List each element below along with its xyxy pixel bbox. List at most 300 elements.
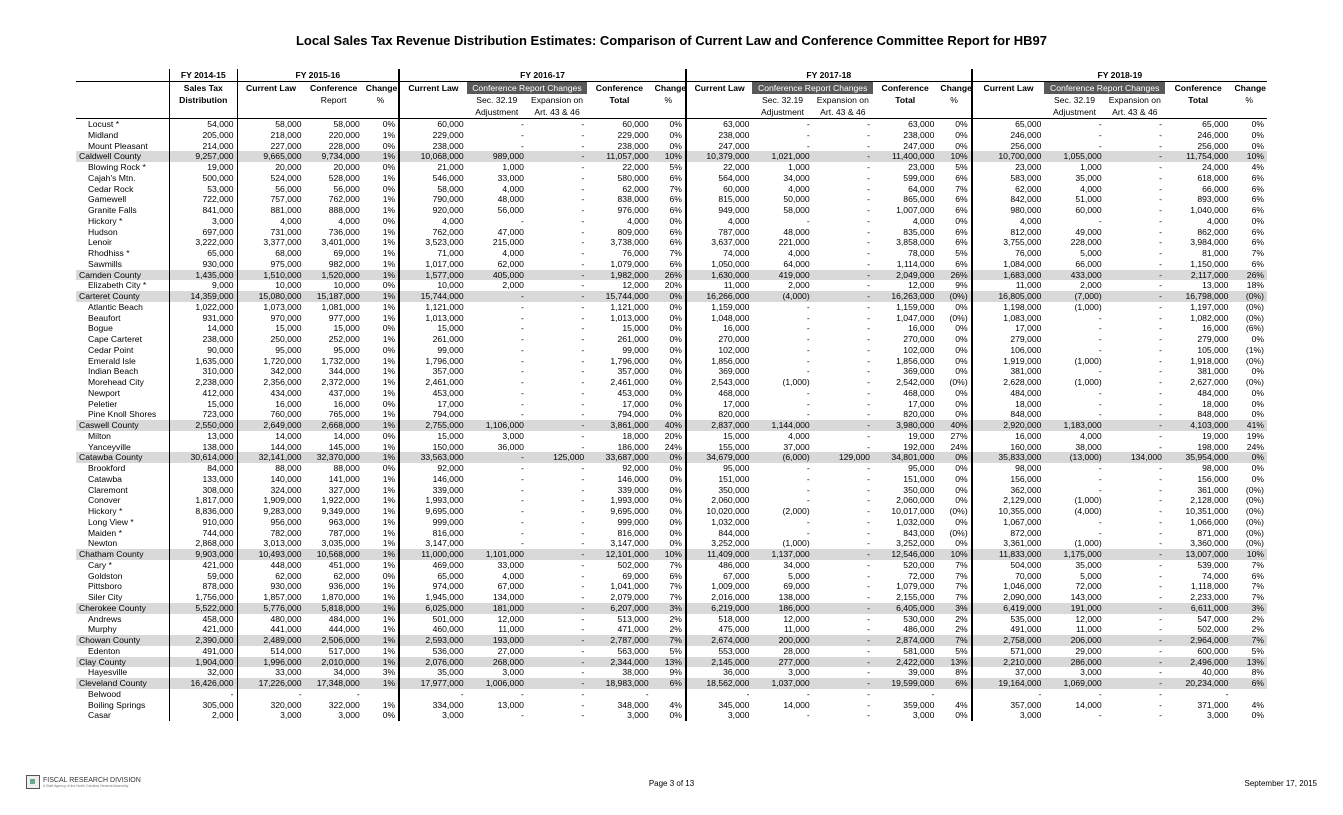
table-cell: 38,000 [1075, 441, 1102, 452]
table-cell: 8% [955, 667, 968, 678]
table-cell: 412,000 [170, 388, 238, 399]
table-cell: 2,010,000 [305, 657, 363, 668]
table-cell: 433,000 [1044, 270, 1104, 281]
table-cell: 68,000 [237, 248, 305, 259]
table-cell: 6% [955, 194, 968, 205]
table-cell: - [581, 484, 585, 495]
table-cell: 0% [669, 710, 682, 721]
table-cell: 0% [669, 527, 682, 538]
table-cell: 206,000 [1044, 635, 1104, 646]
table-cell: 2,543,000 [686, 377, 753, 388]
table-cell: - [581, 398, 585, 409]
table-cell: 247,000 [686, 141, 753, 152]
table-cell: 76,000 [622, 248, 649, 258]
table-cell: 261,000 [399, 334, 467, 345]
table-cell: 1% [363, 291, 399, 302]
row-name: Peletier [88, 398, 118, 409]
table-cell: 1,073,000 [237, 302, 305, 313]
row-name: Chowan County [76, 635, 170, 646]
row-name: Hudson [88, 226, 118, 237]
table-cell: 2% [955, 613, 968, 624]
table-cell: 2,000 [502, 280, 524, 291]
table-cell: 1,918,000 [1190, 355, 1229, 366]
table-cell: 66,000 [1202, 183, 1229, 194]
logo-org-name: FISCAL RESEARCH DIVISION [43, 776, 141, 784]
table-cell: 1,040,000 [1190, 205, 1229, 215]
table-cell: 6,419,000 [972, 603, 1045, 614]
table-cell: - [527, 270, 587, 281]
table-cell: - [867, 527, 870, 538]
table-cell: 1,144,000 [752, 420, 812, 431]
table-cell: 12,000 [1075, 613, 1102, 624]
table-cell: 0% [1251, 119, 1264, 129]
table-cell: 6% [1251, 237, 1264, 248]
table-cell: (1,000) [782, 377, 810, 387]
header-expansion: Expansion on [816, 95, 869, 105]
municipality-row [76, 280, 1267, 291]
table-cell: 3,252,000 [686, 538, 753, 549]
table-cell: 453,000 [399, 388, 467, 399]
row-name: Long View * [88, 516, 134, 527]
page-number: Page 3 of 13 [648, 779, 695, 788]
table-cell: 6% [669, 258, 682, 269]
table-cell: - [867, 248, 870, 258]
table-cell: 4% [669, 699, 682, 710]
table-cell: 4,000 [237, 216, 305, 227]
table-cell: 1,982,000 [587, 270, 651, 281]
table-cell: 4% [1251, 162, 1264, 172]
table-cell: 3,000 [399, 710, 467, 721]
table-cell: - [813, 151, 873, 162]
table-cell: 1,796,000 [399, 356, 467, 367]
table-cell: 2,593,000 [399, 635, 467, 646]
table-cell: - [1098, 119, 1102, 129]
table-cell: - [1098, 334, 1102, 344]
table-cell: - [237, 689, 305, 700]
table-cell: - [1159, 506, 1162, 516]
table-cell: 92,000 [622, 463, 649, 473]
table-cell: - [521, 301, 524, 312]
header-expansion: Expansion on [1108, 95, 1161, 105]
table-cell: 1,159,000 [686, 302, 753, 313]
table-cell: 7% [937, 635, 971, 646]
table-cell: 305,000 [170, 700, 238, 711]
table-cell: 9,695,000 [610, 506, 649, 516]
table-cell: 3,222,000 [170, 237, 238, 248]
table-cell: 2,060,000 [686, 495, 753, 506]
table-cell: 1% [382, 538, 396, 549]
table-cell: 2,461,000 [610, 377, 649, 387]
table-cell: 10,068,000 [399, 151, 467, 162]
table-cell: 1,756,000 [170, 592, 238, 603]
table-cell: 6% [1251, 183, 1264, 194]
table-cell: 65,000 [1202, 119, 1229, 129]
table-cell: 974,000 [399, 581, 467, 592]
header-adjustment: Adjustment [467, 106, 527, 119]
table-cell: 2,079,000 [610, 592, 649, 602]
table-cell: 15,000 [622, 323, 649, 334]
table-cell: - [867, 226, 870, 237]
table-cell: 1,198,000 [972, 302, 1045, 313]
header-fy1819: FY 2018-19 [972, 69, 1267, 82]
table-cell: 1,000 [502, 162, 524, 172]
header-conf-changes: Conference Report Changes [1044, 82, 1165, 95]
table-cell: 4% [1251, 699, 1264, 710]
table-cell: - [581, 162, 585, 172]
table-cell: 486,000 [903, 624, 935, 635]
header-total: Total [1188, 95, 1209, 105]
table-cell: - [806, 355, 810, 366]
table-cell: 3,377,000 [237, 237, 305, 248]
table-cell: - [527, 635, 587, 646]
table-cell: - [581, 248, 585, 258]
table-cell: 286,000 [1044, 657, 1104, 668]
table-cell: 5,818,000 [305, 603, 363, 614]
table-cell: 74,000 [1202, 570, 1229, 581]
table-cell: 1,732,000 [321, 355, 360, 366]
table-cell: 1% [382, 613, 396, 624]
table-cell: 3,147,000 [399, 538, 467, 549]
table-cell: - [581, 495, 585, 506]
table-cell: - [972, 689, 1045, 700]
table-cell: 14,000 [333, 430, 360, 441]
table-cell: 33,000 [497, 172, 524, 183]
table-cell: 5% [669, 645, 682, 656]
header-report: Report [320, 95, 347, 105]
table-cell: 56,000 [333, 183, 360, 194]
municipality-row [76, 345, 1267, 356]
table-cell: 4,000 [686, 216, 753, 227]
table-cell: 238,000 [399, 141, 467, 152]
table-cell: - [581, 473, 585, 484]
table-cell: 0% [1251, 463, 1264, 473]
table-cell: 520,000 [903, 559, 935, 570]
table-cell: 744,000 [170, 528, 238, 539]
table-cell: 1,037,000 [752, 678, 812, 689]
table-cell: 843,000 [903, 527, 935, 538]
row-name: Edenton [88, 645, 121, 656]
table-cell: 1% [382, 355, 396, 366]
table-cell: 0% [669, 516, 682, 527]
table-cell: 4,000 [502, 183, 524, 194]
table-cell: 32,141,000 [237, 452, 305, 463]
table-cell: 8,836,000 [170, 506, 238, 517]
table-cell: 760,000 [237, 409, 305, 420]
table-cell: 1,069,000 [1044, 678, 1104, 689]
table-cell: 3,401,000 [321, 237, 360, 248]
table-cell: 782,000 [237, 528, 305, 539]
table-cell: (0%) [949, 377, 968, 387]
table-cell: 9% [955, 280, 968, 291]
table-cell: 0% [669, 366, 682, 377]
table-cell: 3% [937, 603, 971, 614]
table-cell: 893,000 [1197, 194, 1229, 205]
table-cell: 1,520,000 [305, 270, 363, 281]
table-cell: 3,000 [686, 710, 753, 721]
table-cell: 67,000 [497, 581, 524, 592]
table-cell: 23,000 [908, 162, 935, 172]
table-cell: - [867, 409, 870, 420]
table-cell: 6,207,000 [587, 603, 651, 614]
table-cell: 150,000 [399, 442, 467, 453]
table-cell: 0% [1251, 387, 1264, 398]
table-cell: - [581, 355, 585, 366]
table-cell: 815,000 [686, 194, 753, 205]
table-cell: 35,000 [1075, 559, 1102, 570]
municipality-row [76, 323, 1267, 334]
table-cell: 1,022,000 [170, 302, 238, 313]
table-cell: 362,000 [972, 485, 1045, 496]
table-cell: 3,637,000 [686, 237, 753, 248]
table-cell: 6% [669, 226, 682, 237]
table-cell: 4,000 [788, 183, 810, 194]
table-cell: - [1159, 248, 1162, 258]
municipality-row [76, 538, 1267, 549]
table-cell: 0% [955, 129, 968, 140]
table-cell: 125,000 [527, 452, 587, 463]
municipality-row [76, 409, 1267, 420]
table-cell: - [1098, 484, 1102, 495]
table-cell: - [867, 710, 870, 721]
table-cell: 535,000 [972, 614, 1045, 625]
table-cell: - [867, 484, 870, 495]
table-cell: 60,000 [686, 184, 753, 195]
table-cell: 1,082,000 [1190, 312, 1229, 323]
table-cell: - [356, 688, 360, 699]
table-cell: 250,000 [237, 334, 305, 345]
table-cell: 19,164,000 [972, 678, 1045, 689]
table-cell: 62,000 [333, 570, 360, 581]
table-cell: - [1159, 581, 1162, 592]
table-cell: 0% [955, 215, 968, 226]
table-cell: 15,744,000 [399, 291, 467, 302]
table-cell: 6% [1251, 194, 1264, 205]
table-cell: 1,047,000 [896, 312, 935, 323]
table-cell: 344,000 [328, 366, 360, 377]
table-cell: 6% [1251, 226, 1264, 237]
table-cell: 6% [669, 237, 682, 248]
table-cell: - [867, 463, 870, 473]
table-cell: 2,090,000 [972, 592, 1045, 603]
table-cell: 10% [937, 151, 971, 162]
table-cell: - [521, 398, 524, 409]
header-sales-tax: Sales Tax [170, 82, 238, 95]
row-name: Newton [88, 538, 118, 549]
municipality-row [76, 259, 1267, 270]
table-cell: 58,000 [399, 184, 467, 195]
table-cell: 32,000 [170, 667, 238, 678]
header-art: Art. 43 & 46 [1105, 106, 1165, 119]
table-cell: 37,000 [972, 667, 1045, 678]
table-cell: - [1098, 463, 1102, 473]
table-cell: - [867, 613, 870, 624]
table-cell: - [867, 645, 870, 656]
table-cell: 787,000 [686, 227, 753, 238]
table-cell: - [1159, 334, 1162, 344]
municipality-row [76, 119, 1267, 130]
table-cell: 6% [955, 172, 968, 183]
table-cell: 0% [382, 162, 396, 172]
table-cell: 1% [382, 624, 396, 635]
table-cell: (4,000) [752, 291, 812, 302]
table-cell: 41% [1231, 420, 1267, 431]
table-cell: 17,000 [686, 399, 753, 410]
row-name: Mount Pleasant [88, 140, 148, 151]
table-cell: - [1159, 215, 1162, 226]
table-cell: 1% [382, 506, 396, 516]
table-cell: 37,000 [783, 441, 810, 452]
table-cell: - [581, 570, 585, 581]
table-cell: 67,000 [686, 571, 753, 582]
row-name: Hayesville [88, 667, 128, 678]
table-cell: 17,000 [908, 398, 935, 409]
table-cell: (4,000) [1074, 506, 1102, 516]
table-cell: 327,000 [328, 484, 360, 495]
row-name: Blowing Rock * [88, 162, 146, 172]
table-cell: 65,000 [972, 119, 1045, 130]
table-cell: 0% [669, 387, 682, 398]
table-cell: 3,361,000 [972, 538, 1045, 549]
table-cell: 0% [669, 344, 682, 355]
table-cell: 2,372,000 [321, 377, 360, 387]
table-cell: 564,000 [686, 173, 753, 184]
table-cell: 7% [955, 183, 968, 194]
table-cell: (1,000) [1074, 301, 1102, 312]
table-cell: 553,000 [686, 646, 753, 657]
header-adjustment: Adjustment [1044, 106, 1104, 119]
page-title: Local Sales Tax Revenue Distribution Estimates: Comparison of Current Law and Conference Committee Report for HB97 [295, 33, 1048, 48]
table-cell: - [867, 280, 870, 291]
header-change: Change [940, 83, 972, 93]
row-name: Milton [88, 430, 111, 441]
table-cell: 2,356,000 [237, 377, 305, 388]
table-cell: 4,000 [338, 215, 360, 226]
table-cell: 2% [1251, 624, 1264, 635]
table-cell: - [581, 226, 585, 237]
table-cell: 4% [955, 699, 968, 710]
table-cell: 9,257,000 [170, 151, 238, 162]
table-cell: 10,020,000 [686, 506, 753, 517]
table-cell: (0%) [1245, 355, 1264, 366]
municipality-row [76, 463, 1267, 474]
header-adjustment: Adjustment [752, 106, 812, 119]
table-cell: - [581, 280, 585, 291]
county-row [76, 603, 1267, 614]
table-cell: 88,000 [333, 463, 360, 473]
table-cell: 486,000 [686, 560, 753, 571]
table-cell: 11,754,000 [1165, 151, 1232, 162]
table-cell: 3,755,000 [972, 237, 1045, 248]
table-cell: 105,000 [1197, 344, 1229, 355]
table-cell: 1% [363, 151, 399, 162]
table-cell: 920,000 [399, 205, 467, 216]
header-total: Total [609, 95, 630, 105]
table-cell: 0% [955, 301, 968, 312]
header-art: Art. 43 & 46 [813, 106, 873, 119]
table-cell: 10% [937, 549, 971, 560]
table-cell: 40% [937, 420, 971, 431]
table-cell: - [1159, 570, 1162, 581]
table-cell: 1,904,000 [170, 657, 238, 668]
table-cell: (1,000) [782, 538, 810, 549]
table-cell: 256,000 [1197, 140, 1229, 151]
row-name: Pittsboro [88, 581, 122, 592]
table-cell: 812,000 [972, 227, 1045, 238]
table-cell: - [806, 484, 810, 495]
table-cell: (0%) [949, 527, 968, 538]
table-cell: - [1105, 291, 1165, 302]
table-cell: 842,000 [972, 194, 1045, 205]
table-cell: 65,000 [170, 248, 238, 259]
table-cell: 1,121,000 [610, 301, 649, 312]
table-cell: 102,000 [686, 345, 753, 356]
table-cell: - [806, 366, 810, 377]
table-cell: 2,496,000 [1165, 657, 1232, 668]
table-cell: 18,000 [972, 399, 1045, 410]
table-cell: 69,000 [333, 248, 360, 258]
municipality-row [76, 485, 1267, 496]
table-cell: - [806, 527, 810, 538]
municipality-row [76, 216, 1267, 227]
table-cell: 862,000 [1197, 226, 1229, 237]
table-cell: 49,000 [1075, 226, 1102, 237]
table-cell: 58,000 [333, 119, 360, 129]
table-cell: 2,542,000 [896, 377, 935, 387]
table-cell: 0% [955, 538, 968, 549]
table-cell: - [1098, 710, 1102, 721]
table-cell: - [521, 334, 524, 344]
table-cell: - [581, 387, 585, 398]
table-cell: 528,000 [328, 172, 360, 183]
table-cell: - [1098, 129, 1102, 140]
table-cell: 3,984,000 [1190, 237, 1229, 248]
table-cell: 2,076,000 [399, 657, 467, 668]
table-cell: 279,000 [972, 334, 1045, 345]
table-cell: 66,000 [1075, 258, 1102, 269]
table-cell: 19,000 [908, 430, 935, 441]
table-cell: 0% [669, 409, 682, 420]
table-cell: 405,000 [467, 270, 527, 281]
table-cell: 1% [382, 129, 396, 140]
header-distribution: Distribution [170, 94, 238, 106]
table-cell: 369,000 [686, 366, 753, 377]
table-cell: 62,000 [622, 183, 649, 194]
table-cell: 1,079,000 [896, 581, 935, 592]
table-cell: 19,000 [170, 162, 238, 173]
table-cell: 0% [669, 538, 682, 549]
table-cell: 7% [955, 581, 968, 592]
table-cell: 524,000 [237, 173, 305, 184]
table-cell: 0% [937, 452, 971, 463]
table-cell: 35,000 [1075, 172, 1102, 183]
table-cell: - [581, 699, 585, 710]
table-cell: 192,000 [903, 441, 935, 452]
table-cell: 33,000 [237, 667, 305, 678]
table-cell: 146,000 [399, 474, 467, 485]
table-cell: 1,066,000 [1190, 516, 1229, 527]
table-cell: 4,000 [788, 430, 810, 441]
table-cell: - [581, 592, 585, 602]
table-cell: 0% [1231, 452, 1267, 463]
table-cell: 56,000 [497, 205, 524, 215]
table-cell: - [806, 387, 810, 398]
table-cell: 357,000 [399, 366, 467, 377]
table-cell: 441,000 [237, 624, 305, 635]
municipality-row [76, 506, 1267, 517]
table-cell: 71,000 [399, 248, 467, 259]
table-cell: 15,000 [333, 323, 360, 334]
table-cell: 3,000 [237, 710, 305, 721]
